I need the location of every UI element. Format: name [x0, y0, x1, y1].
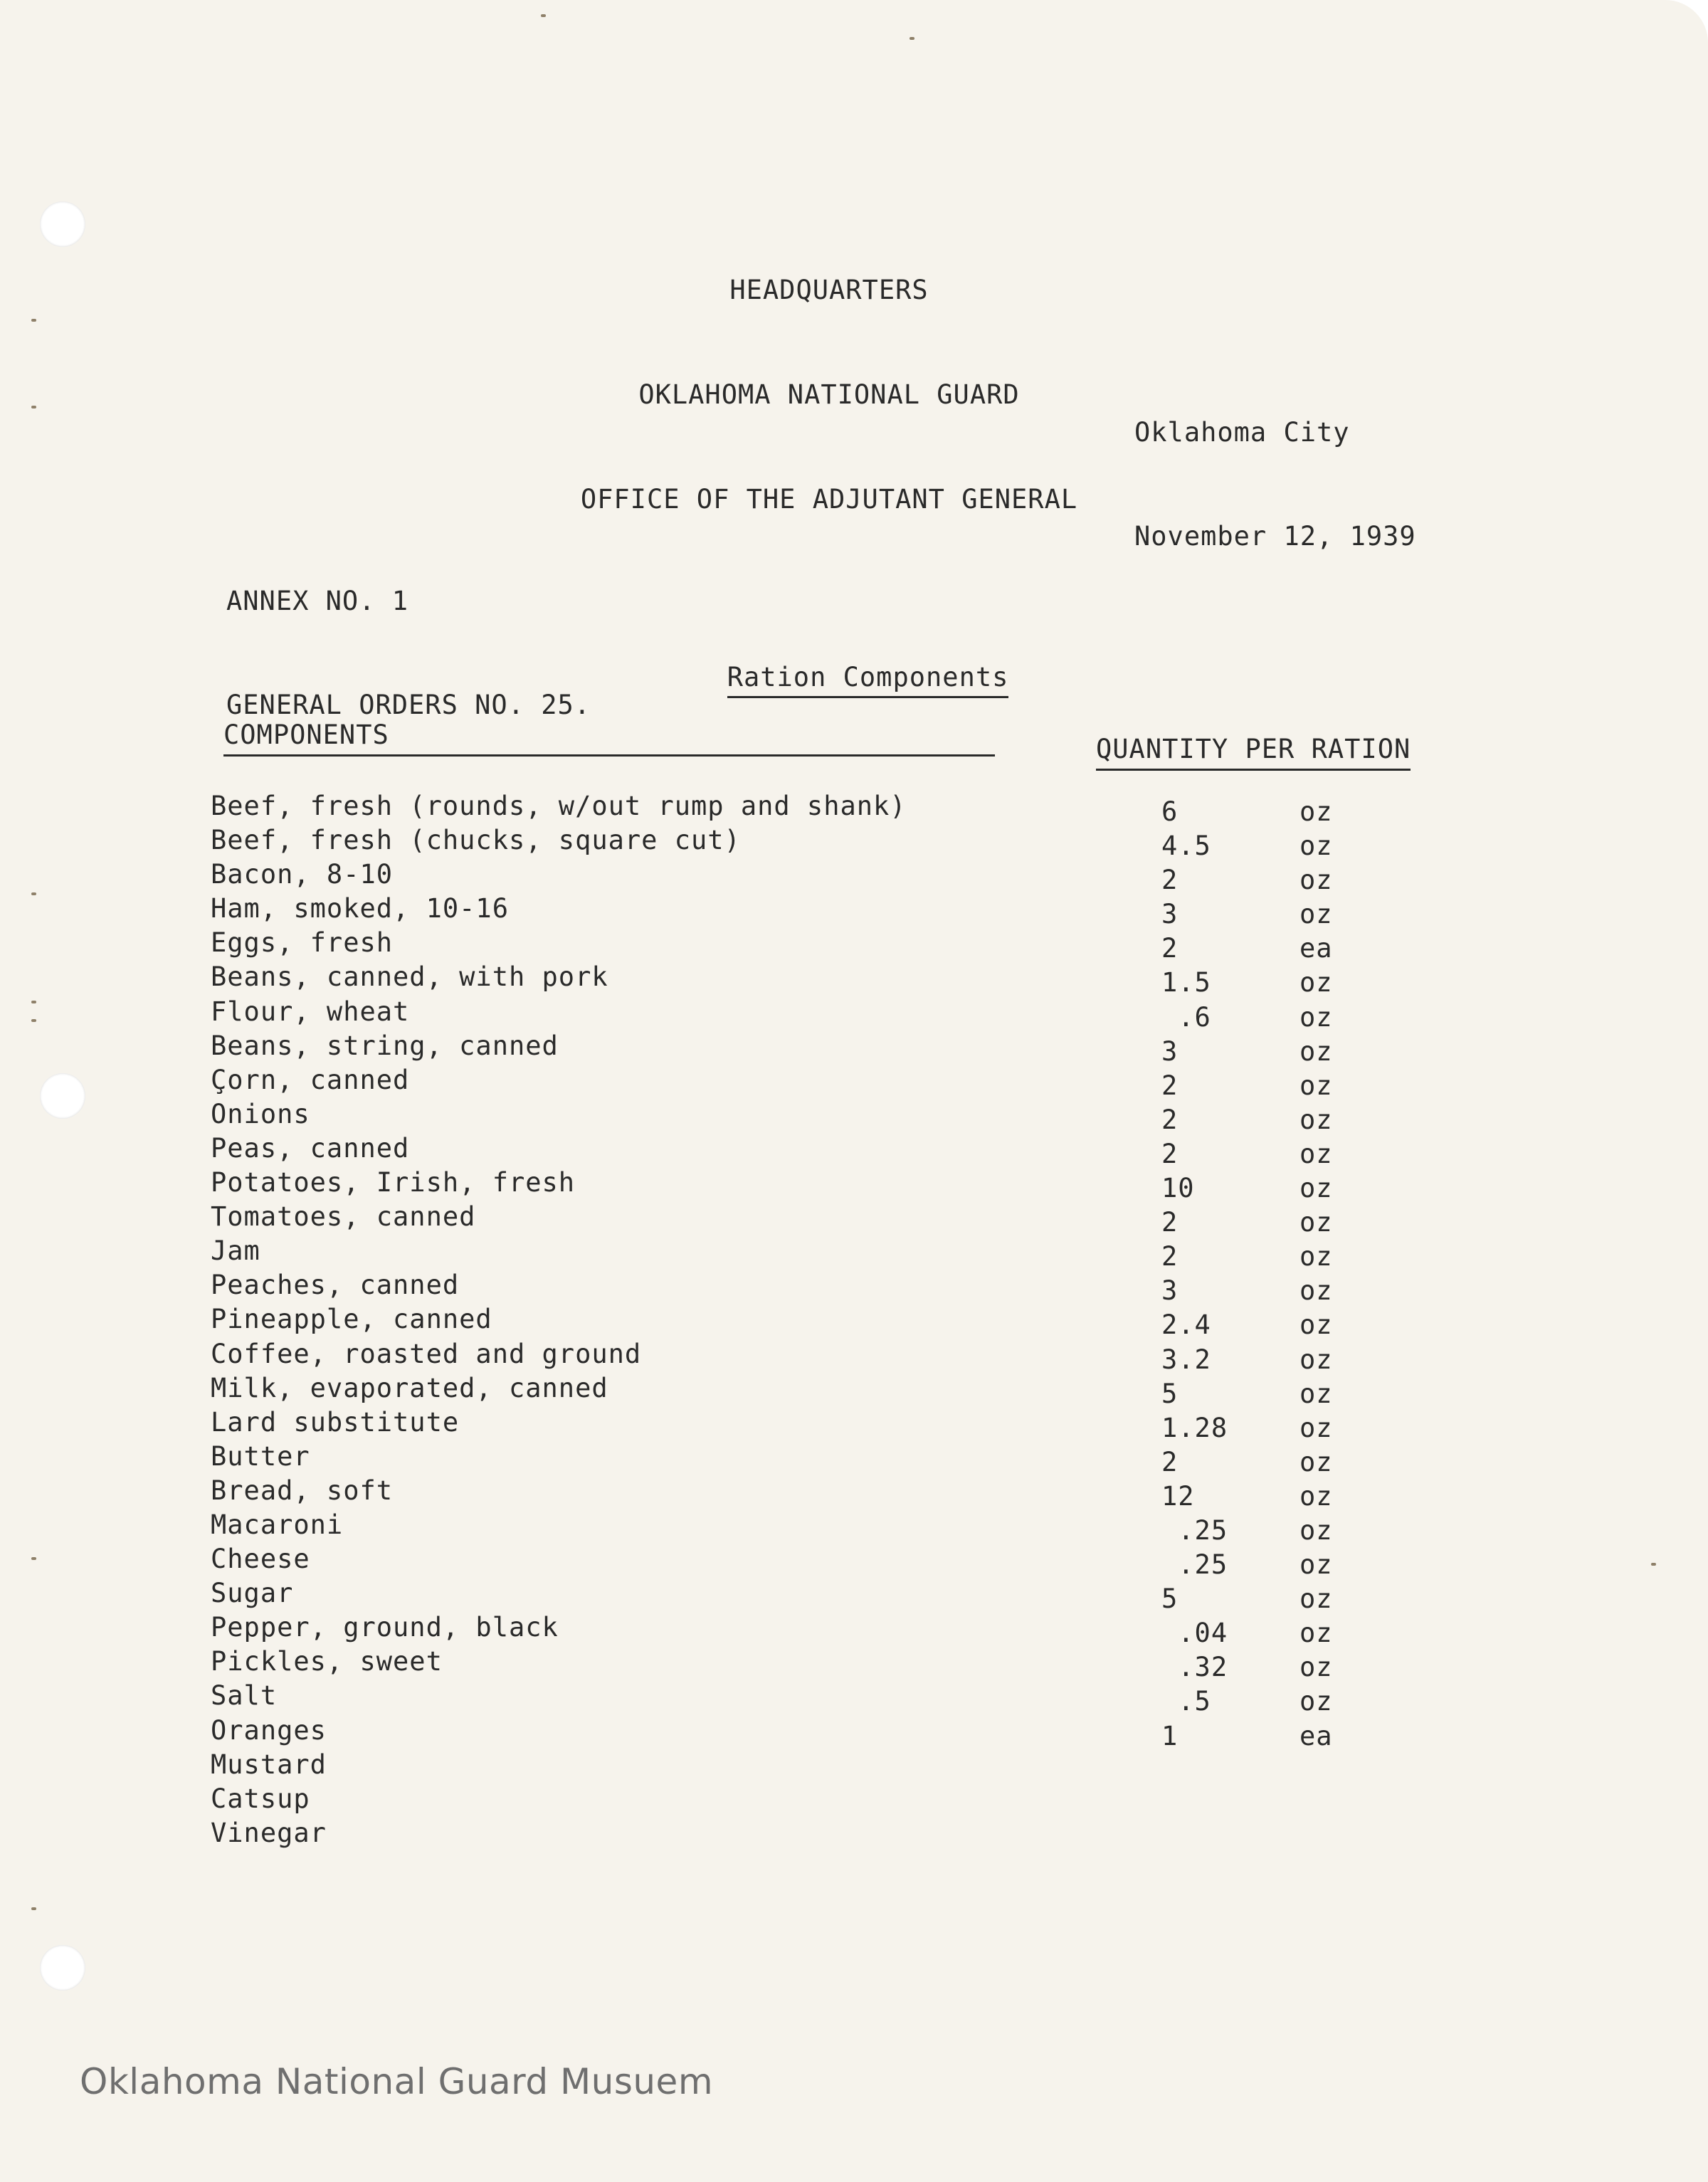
letterhead-line: HEADQUARTERS	[729, 275, 929, 305]
component-row	[211, 789, 1420, 827]
component-quantity: 5	[1161, 1378, 1179, 1409]
watermark: Oklahoma National Guard Musuem	[80, 2061, 714, 2102]
general-orders-number: GENERAL ORDERS NO. 25.	[226, 690, 591, 720]
component-quantity: 1	[1161, 1720, 1179, 1751]
paper-speck	[910, 37, 914, 40]
component-row	[211, 1063, 1420, 1101]
component-unit: oz	[1300, 899, 1333, 930]
component-unit: oz	[1300, 1104, 1333, 1135]
paper-speck	[31, 1019, 36, 1022]
component-unit: ea	[1300, 1720, 1333, 1751]
component-quantity: 2	[1161, 933, 1179, 964]
component-unit: oz	[1300, 1514, 1333, 1546]
component-unit: oz	[1300, 1480, 1333, 1512]
letterhead-line: OFFICE OF THE ADJUTANT GENERAL	[580, 484, 1078, 515]
component-row	[211, 1405, 1420, 1443]
components-list	[211, 789, 1420, 1850]
binder-hole	[40, 1945, 85, 1991]
component-row	[211, 1473, 1420, 1512]
component-row	[211, 1028, 1420, 1067]
component-row	[211, 891, 1420, 930]
component-quantity: 2	[1161, 1070, 1179, 1101]
component-unit: oz	[1300, 865, 1333, 896]
component-row	[211, 1131, 1420, 1169]
component-name: Oranges	[211, 1714, 327, 1746]
component-name: Lard substitute	[211, 1406, 460, 1438]
component-name: Eggs, fresh	[211, 927, 394, 959]
city: Oklahoma City	[1134, 417, 1350, 448]
component-unit: oz	[1300, 1618, 1333, 1649]
component-name: Onions	[211, 1098, 310, 1129]
component-unit: oz	[1300, 1446, 1333, 1477]
component-row	[211, 1267, 1420, 1307]
component-quantity: 2	[1161, 865, 1179, 896]
component-name: Jam	[211, 1235, 260, 1267]
component-name: Beans, string, canned	[211, 1030, 559, 1061]
component-unit: oz	[1300, 1344, 1333, 1375]
component-quantity: .25	[1161, 1514, 1228, 1546]
component-unit: oz	[1300, 1173, 1333, 1204]
component-name: Beef, fresh (chucks, square cut)	[211, 825, 741, 856]
component-row	[211, 994, 1420, 1033]
component-quantity: .04	[1161, 1618, 1228, 1649]
column-header-quantity: QUANTITY PER RATION	[1096, 732, 1411, 771]
component-unit: oz	[1300, 1241, 1333, 1272]
component-name: Pepper, ground, black	[211, 1612, 559, 1643]
component-row	[211, 1371, 1420, 1409]
component-unit: oz	[1300, 1001, 1333, 1033]
component-quantity: 2	[1161, 1104, 1179, 1135]
component-name: Ham, smoked, 10-16	[211, 893, 509, 924]
component-row	[211, 1713, 1420, 1751]
component-name: Peas, canned	[211, 1132, 410, 1164]
component-quantity: .32	[1161, 1652, 1228, 1683]
component-row	[211, 1302, 1420, 1341]
component-name: Macaroni	[211, 1509, 344, 1540]
component-quantity: 2	[1161, 1138, 1179, 1169]
component-name: Pickles, sweet	[211, 1646, 443, 1677]
component-name: Potatoes, Irish, fresh	[211, 1167, 576, 1198]
component-quantity: .6	[1161, 1001, 1211, 1033]
component-row	[211, 1781, 1420, 1815]
component-row	[211, 1337, 1420, 1375]
component-unit: oz	[1300, 1686, 1333, 1717]
component-quantity: .5	[1161, 1686, 1211, 1717]
paper-speck	[31, 892, 36, 895]
component-name: Bread, soft	[211, 1475, 394, 1506]
component-unit: oz	[1300, 1652, 1333, 1683]
component-unit: oz	[1300, 1549, 1333, 1581]
component-row	[211, 1507, 1420, 1546]
component-name: Catsup	[211, 1783, 310, 1814]
component-unit: oz	[1300, 967, 1333, 998]
binder-hole	[40, 201, 85, 247]
component-row	[211, 1678, 1420, 1717]
component-unit: oz	[1300, 1583, 1333, 1615]
component-unit: oz	[1300, 1070, 1333, 1101]
component-row	[211, 959, 1420, 998]
paper-speck	[31, 406, 36, 409]
component-name: Mustard	[211, 1749, 327, 1780]
component-row	[211, 1644, 1420, 1683]
component-name: Beans, canned, with pork	[211, 961, 608, 993]
component-name: Milk, evaporated, canned	[211, 1372, 608, 1403]
component-unit: ea	[1300, 933, 1333, 964]
component-quantity: 3.2	[1161, 1344, 1211, 1375]
component-quantity: 12	[1161, 1480, 1195, 1512]
component-unit: oz	[1300, 796, 1333, 827]
paper-speck	[1651, 1563, 1656, 1566]
component-quantity: 5	[1161, 1583, 1179, 1615]
component-quantity: 3	[1161, 1275, 1179, 1307]
component-unit: oz	[1300, 1207, 1333, 1238]
component-row	[211, 1165, 1420, 1204]
component-row	[211, 1541, 1420, 1581]
date: November 12, 1939	[1134, 521, 1416, 552]
component-row	[211, 1439, 1420, 1477]
component-name: Beef, fresh (rounds, w/out rump and shank)	[211, 791, 907, 821]
component-name: Pineapple, canned	[211, 1304, 492, 1335]
component-unit: oz	[1300, 1378, 1333, 1409]
component-name: Butter	[211, 1440, 310, 1472]
component-name: Vinegar	[211, 1817, 327, 1848]
component-unit: oz	[1300, 1309, 1333, 1341]
component-quantity: 10	[1161, 1173, 1195, 1204]
paper-speck	[541, 14, 546, 17]
component-unit: oz	[1300, 1412, 1333, 1443]
component-quantity: 2	[1161, 1241, 1179, 1272]
component-name: Flour, wheat	[211, 996, 410, 1027]
component-row	[211, 1610, 1420, 1649]
component-unit: oz	[1300, 831, 1333, 862]
component-quantity: 6	[1161, 796, 1179, 827]
component-name: Salt	[211, 1680, 278, 1712]
component-quantity: 2.4	[1161, 1309, 1211, 1341]
component-name: Tomatoes, canned	[211, 1201, 476, 1233]
paper-speck	[31, 1907, 36, 1910]
component-quantity: 1.5	[1161, 967, 1211, 998]
component-row	[211, 1576, 1420, 1615]
component-row	[211, 1199, 1420, 1238]
document-title-text: Ration Components	[727, 660, 1009, 698]
annex-number: ANNEX NO. 1	[226, 586, 409, 616]
paper-speck	[31, 319, 36, 322]
component-name: Coffee, roasted and ground	[211, 1338, 642, 1369]
component-row	[211, 823, 1420, 862]
component-quantity: 3	[1161, 899, 1179, 930]
component-quantity: .25	[1161, 1549, 1228, 1581]
paper-speck	[31, 1001, 36, 1003]
component-quantity: 4.5	[1161, 831, 1211, 862]
component-name: Peaches, canned	[211, 1270, 460, 1301]
paper-speck	[31, 1557, 36, 1560]
component-quantity: 3	[1161, 1035, 1179, 1067]
component-row	[211, 925, 1420, 964]
letterhead	[498, 203, 1160, 586]
component-quantity: 2	[1161, 1207, 1179, 1238]
component-row	[211, 1815, 1420, 1850]
component-quantity: 1.28	[1161, 1412, 1228, 1443]
component-unit: oz	[1300, 1275, 1333, 1307]
component-unit: oz	[1300, 1138, 1333, 1169]
component-quantity: 2	[1161, 1446, 1179, 1477]
component-name: Sugar	[211, 1578, 294, 1609]
component-row	[211, 1097, 1420, 1135]
letterhead-line: OKLAHOMA NATIONAL GUARD	[638, 379, 1020, 410]
binder-hole	[40, 1073, 85, 1119]
component-name: Çorn, canned	[211, 1064, 410, 1095]
component-row	[211, 857, 1420, 896]
place-and-date	[1134, 345, 1416, 623]
component-name: Bacon, 8-10	[211, 859, 394, 890]
column-header-components: COMPONENTS	[223, 717, 995, 757]
component-row	[211, 1233, 1420, 1272]
component-unit: oz	[1300, 1035, 1333, 1067]
component-name: Cheese	[211, 1544, 310, 1575]
component-row	[211, 1747, 1420, 1781]
